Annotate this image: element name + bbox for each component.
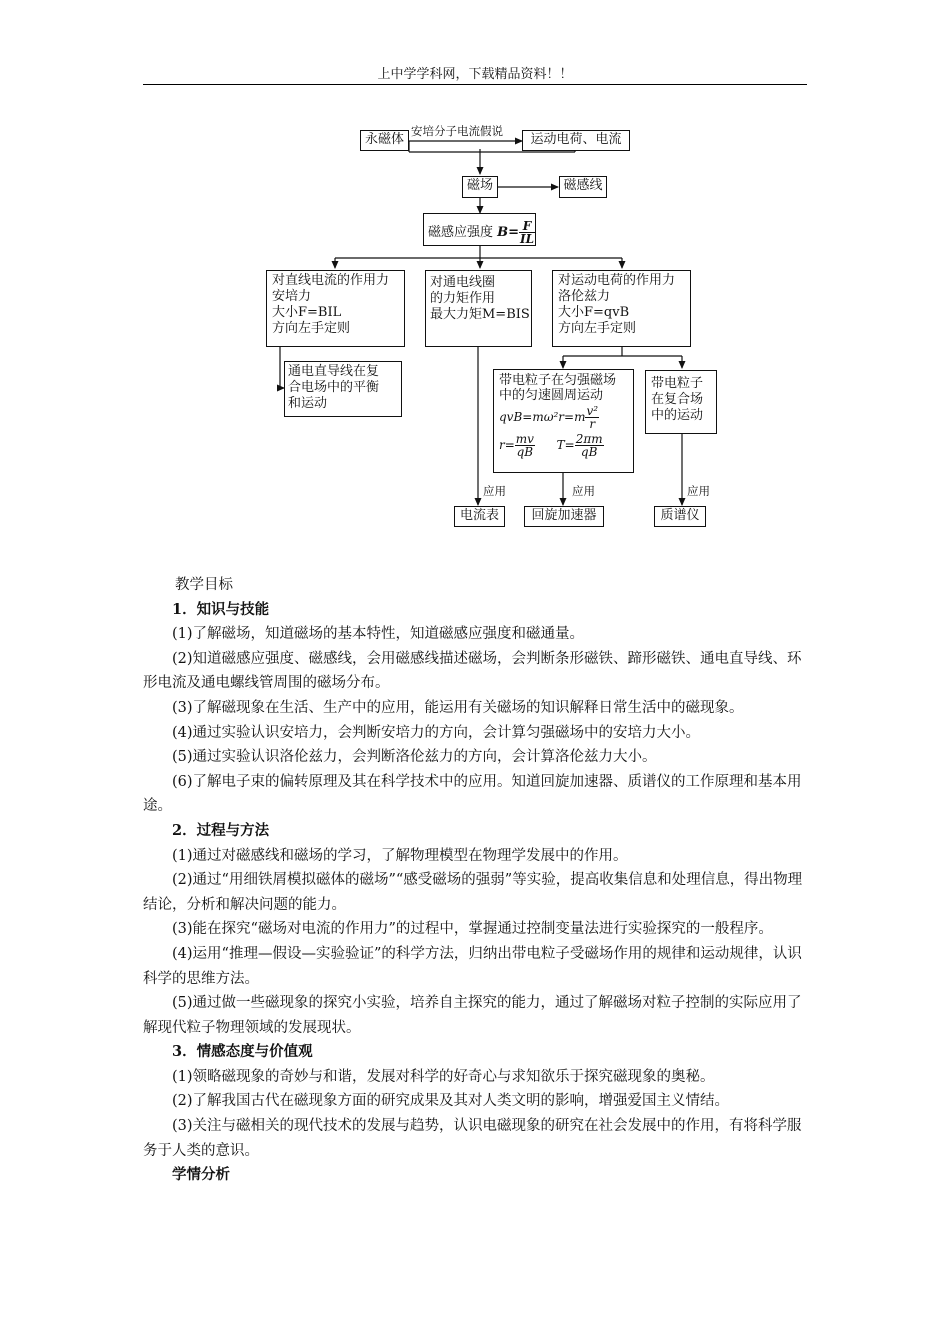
section-process: 2．过程与方法: [172, 821, 270, 839]
goal-2-3: (3)能在探究“磁场对电流的作用力”的过程中，掌握通过控制变量法进行实验探究的一般程序。: [172, 921, 773, 938]
formula1-left: qvB=mω²r=m: [499, 410, 586, 424]
galvanometer-box: 电流表: [454, 506, 505, 527]
intensity-fraction: [519, 220, 535, 245]
period-left: T=: [556, 438, 575, 452]
section-attitude: 3．情感态度与价值观: [172, 1043, 313, 1061]
radius-fraction: [515, 433, 535, 458]
lorentz-line-2: 洛伦兹力: [558, 289, 611, 304]
period-den: qB: [580, 445, 598, 459]
radius-left: r=: [499, 438, 515, 452]
compound-field-box: [645, 370, 717, 434]
goal-1-1: (1)了解磁场，知道磁场的基本特性，知道磁感应强度和磁通量。: [172, 626, 585, 643]
intensity-den: IL: [520, 232, 535, 246]
intensity-box: [423, 213, 536, 246]
circular-formula-1: [499, 405, 628, 430]
formula1-num: v²: [586, 404, 599, 418]
balance-motion-box: [284, 361, 402, 417]
apply-label-mass-spec: 应用: [687, 484, 710, 498]
ampere-line-2: 安培力: [272, 289, 312, 304]
goal-1-4: (4)通过实验认识安培力，会判断安培力的方向，会计算匀强磁场中的安培力大小。: [172, 724, 701, 741]
circular-title-1: 带电粒子在匀强磁场: [499, 373, 617, 388]
intensity-prefix: 磁感应强度: [428, 225, 498, 240]
page-header: 上中学学科网，下载精品资料！！: [143, 66, 807, 85]
radius-den: qB: [516, 445, 534, 459]
lorentz-line-3: 大小F=qvB: [558, 305, 630, 320]
compound-line-1: 带电粒子: [651, 376, 704, 391]
intensity-num: F: [519, 220, 535, 233]
ampere-force-box: [266, 270, 405, 347]
balance-line-1: 通电直导线在复: [288, 364, 380, 379]
torque-line-3: 最大力矩M=BIS: [430, 307, 530, 322]
goal-1-2: (2)知道磁感应强度、磁感线，会用磁感线描述磁场，会判断条形磁铁、蹄形磁铁、通电直导线、环形电流及通电螺线管周围的磁场分布。: [143, 650, 802, 692]
balance-line-3: 和运动: [288, 396, 328, 411]
intensity-var: B=: [497, 225, 520, 240]
apply-label-galvanometer: 应用: [483, 484, 506, 498]
period-fraction: [575, 433, 604, 458]
balance-line-2: 合电场中的平衡: [288, 380, 380, 395]
goal-3-2: (2)了解我国古代在磁现象方面的研究成果及其对人类文明的影响，增强爱国主义情结。: [172, 1093, 730, 1110]
circular-motion-box: [493, 369, 634, 473]
formula1-den: r: [589, 417, 596, 431]
torque-line-2: 的力矩作用: [430, 291, 496, 306]
moving-charge-box: 运动电荷、电流: [522, 130, 630, 151]
goal-3-3: (3)关注与磁相关的现代技术的发展与趋势，认识电磁现象的研究在社会发展中的作用，有将科学服务于人类的意识。: [143, 1118, 802, 1159]
torque-line-1: 对通电线圈: [430, 275, 496, 290]
goal-2-5: (5)通过做一些磁现象的探究小实验，培养自主探究的能力，通过了解磁场对粒子控制的实际应用了解现代粒子物理领域的发展现状。: [143, 995, 802, 1036]
section-knowledge: 1．知识与技能: [172, 600, 270, 618]
field-box: 磁场: [462, 176, 498, 198]
lorentz-force-box: [552, 270, 691, 347]
goal-2-2: (2)通过“用细铁屑模拟磁体的磁场”“感受磁场的强弱”等实验，提高收集信息和处理信息，得出物理结论，分析和解决问题的能力。: [143, 872, 803, 913]
compound-line-3: 中的运动: [651, 408, 704, 423]
ampere-line-1: 对直线电流的作用力: [272, 273, 390, 288]
goals-title: 教学目标: [175, 577, 233, 593]
mass-spec-box: 质谱仪: [654, 506, 706, 527]
radius-num: mv: [515, 432, 534, 446]
goal-1-6: (6)了解电子束的偏转原理及其在科学技术中的应用。知道回旋加速器、质谱仪的工作原理和基本用途。: [143, 773, 802, 815]
lorentz-line-4: 方向左手定则: [558, 321, 637, 336]
circular-formula-2: [499, 433, 628, 458]
goal-2-4: (4)运用“推理—假设—实验验证”的科学方法，归纳出带电粒子受磁场作用的规律和运动规律，认识科学的思维方法。: [143, 945, 802, 987]
goal-1-3: (3)了解磁现象在生活、生产中的应用，能运用有关磁场的知识解释日常生活中的磁现象。: [172, 699, 744, 716]
apply-label-cyclotron: 应用: [572, 484, 595, 498]
magnet-box: 永磁体: [360, 130, 409, 151]
goal-1-5: (5)通过实验认识洛伦兹力，会判断洛伦兹力的方向，会计算洛伦兹力大小。: [172, 749, 657, 766]
hypothesis-label: 安培分子电流假说: [411, 124, 503, 138]
goal-3-1: (1)领略磁现象的奇妙与和谐，发展对科学的好奇心与求知欲乐于探究磁现象的奥秘。: [172, 1068, 715, 1085]
circular-title-2: 中的匀速圆周运动: [499, 388, 604, 403]
lorentz-line-1: 对运动电荷的作用力: [558, 273, 676, 288]
field-lines-box: 磁感线: [559, 176, 607, 198]
ampere-line-4: 方向左手定则: [272, 321, 351, 336]
formula1-fraction: [585, 405, 599, 430]
goal-2-1: (1)通过对磁感线和磁场的学习，了解物理模型在物理学发展中的作用。: [172, 847, 628, 864]
ampere-line-3: 大小F=BIL: [272, 305, 342, 320]
analysis-title: 学情分析: [172, 1166, 230, 1184]
cyclotron-box: 回旋加速器: [524, 506, 604, 527]
concept-map: [0, 0, 950, 560]
torque-box: [425, 270, 532, 347]
teaching-goals: [143, 573, 807, 1188]
period-num: 2πm: [575, 432, 603, 446]
compound-line-2: 在复合场: [651, 392, 704, 407]
